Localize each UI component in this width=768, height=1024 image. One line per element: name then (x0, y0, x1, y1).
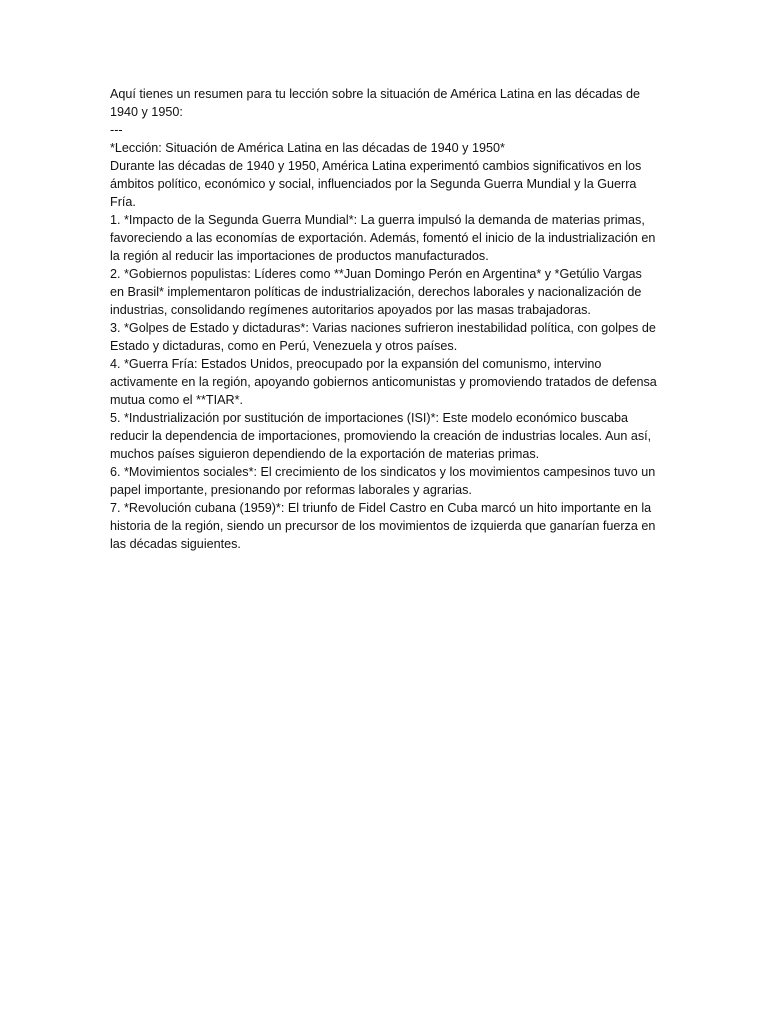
point-7-paragraph: 7. *Revolución cubana (1959)*: El triunfo de Fidel Castro en Cuba marcó un hito importante en la historia de la región, siendo un precursor de los movimientos de izquierda que ganarían fuerza en las décadas siguientes. (110, 501, 656, 551)
point-5-paragraph: 5. *Industrialización por sustitución de importaciones (ISI)*: Este modelo económico buscaba reducir la dependencia de importaciones, promoviendo la creación de industrias locales. Aun así, muchos países siguieron dependiendo de la exportación de materias primas. (110, 411, 652, 461)
point-6-paragraph: 6. *Movimientos sociales*: El crecimiento de los sindicatos y los movimientos campesinos tuvo un papel importante, presionando por reformas laborales y agrarias. (110, 465, 656, 497)
overview-paragraph: Durante las décadas de 1940 y 1950, América Latina experimentó cambios significativos en los ámbitos político, económico y social, influenciados por la Segunda Guerra Mundial y la Guerra Fría. (110, 159, 642, 209)
point-3-paragraph: 3. *Golpes de Estado y dictaduras*: Varias naciones sufrieron inestabilidad política, con golpes de Estado y dictaduras, como en Perú, Venezuela y otros países. (110, 321, 656, 353)
intro-paragraph: Aquí tienes un resumen para tu lección sobre la situación de América Latina en las décadas de 1940 y 1950: (110, 87, 640, 119)
document-body (110, 85, 658, 553)
lesson-heading: *Lección: Situación de América Latina en las décadas de 1940 y 1950* (110, 141, 505, 155)
point-2-paragraph: 2. *Gobiernos populistas: Líderes como **Juan Domingo Perón en Argentina* y *Getúlio Vargas en Brasil* implementaron políticas de industrialización, derechos laborales y nacionalización de industrias, consolidando regímenes autoritarios apoyados por las masas trabajadoras. (110, 267, 642, 317)
point-1-paragraph: 1. *Impacto de la Segunda Guerra Mundial*: La guerra impulsó la demanda de materias primas, favoreciendo a las economías de exportación. Además, fomentó el inicio de la industrialización en la región al reducir las importaciones de productos manufacturados. (110, 213, 656, 263)
point-4-paragraph: 4. *Guerra Fría: Estados Unidos, preocupado por la expansión del comunismo, intervino activamente en la región, apoyando gobiernos anticomunistas y promoviendo tratados de defensa mutua como el **TIAR*. (110, 357, 657, 407)
separator-line: --- (110, 123, 123, 137)
